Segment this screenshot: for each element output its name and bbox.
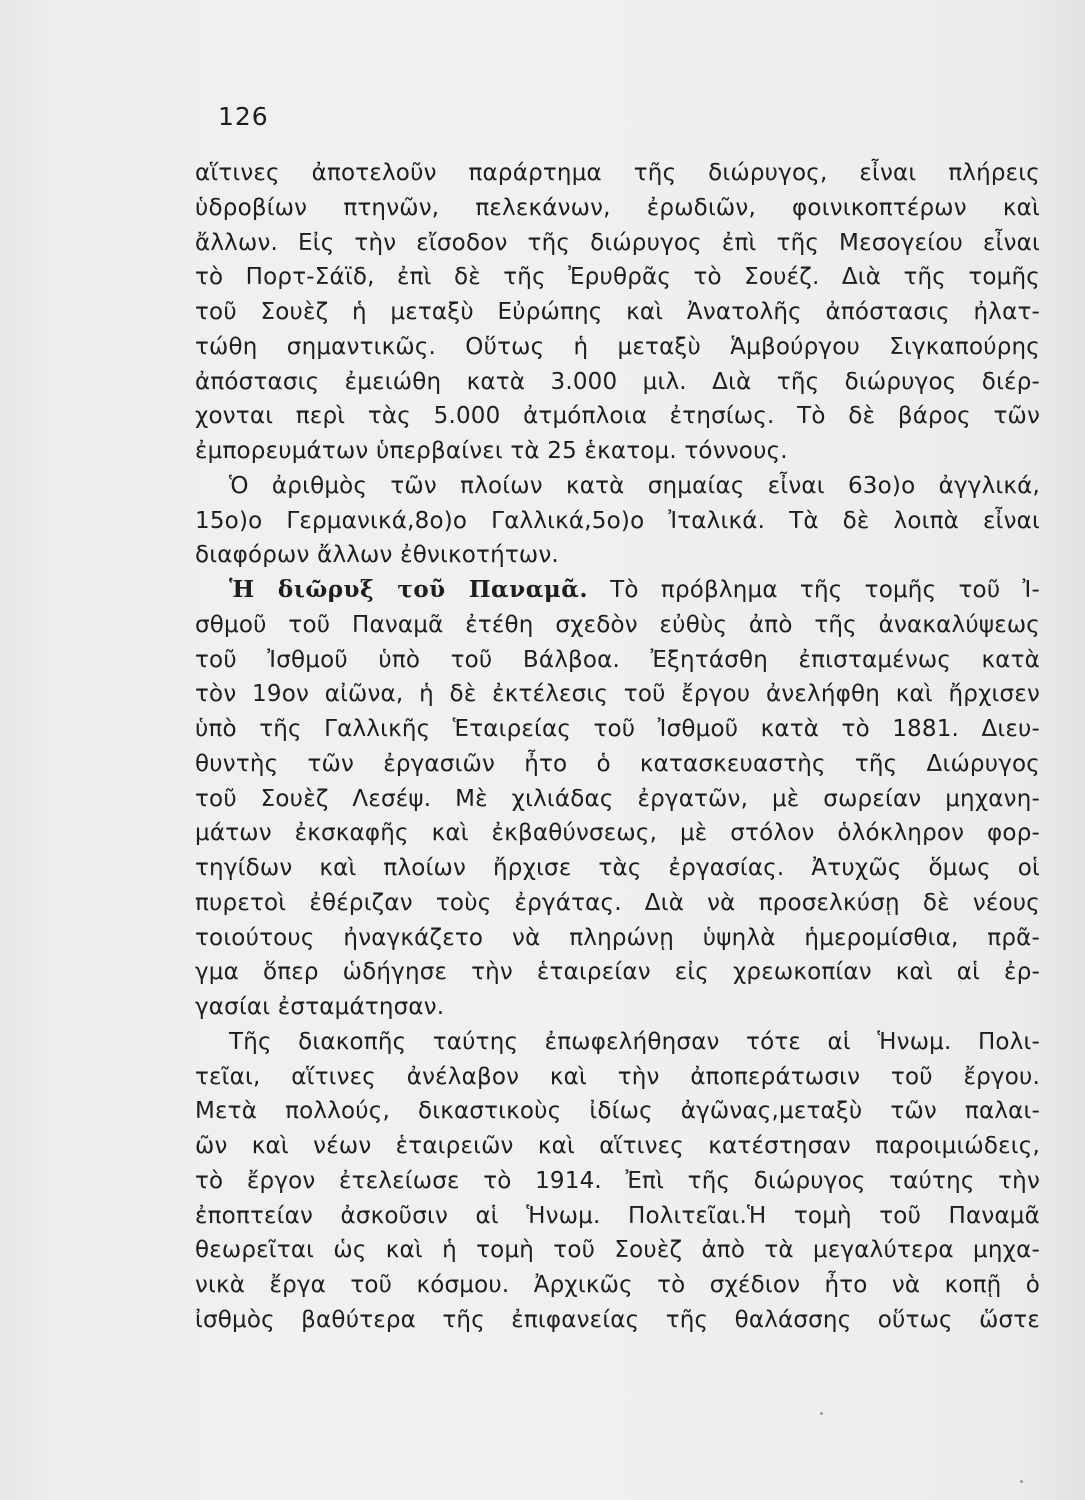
text-line: χονται περὶ τὰς 5.000 ἀτμόπλοια ἐτησίως. Τὸ δὲ βάρος τῶν (195, 403, 1040, 430)
text-line: τὸ ἔργον ἐτελείωσε τὸ 1914. Ἐπὶ τῆς διώρυγος ταύτης τὴν (195, 1167, 1040, 1194)
text-line: ἐποπτείαν ἀσκοῦσιν αἱ Ἡνωμ. Πολιτεῖαι.Ἡ τομὴ τοῦ Παναμᾶ (195, 1202, 1040, 1229)
paper-speck (820, 1412, 823, 1415)
text-line: διαφόρων ἄλλων ἐθνικοτήτων. (195, 542, 559, 569)
text-line: ἄλλων. Εἰς τὴν εἴσοδον τῆς διώρυγος ἐπὶ τῆς Μεσογείου εἶναι (195, 229, 1040, 256)
text-line: Τὸ πρόβλημα τῆς τομῆς τοῦ Ἰ- (610, 577, 1040, 603)
text-line: θυντὴς τῶν ἐργασιῶν ἦτο ὁ κατασκευαστὴς τῆς Διώρυγος (195, 750, 1040, 777)
text-line: τὸν 19ον αἰῶνα, ἡ δὲ ἐκτέλεσις τοῦ ἔργου ἀνελήφθη καὶ ἤρχισεν (195, 681, 1040, 708)
text-line: αἵτινες ἀποτελοῦν παράρτημα τῆς διώρυγος, εἶναι πλήρεις (195, 160, 1040, 186)
text-line: τὸ Πορτ-Σάϊδ, ἐπὶ δὲ τῆς Ἐρυθρᾶς τὸ Σουέζ. Διὰ τῆς τομῆς (195, 264, 1040, 291)
text-line: ἐμπορευμάτων ὑπερβαίνει τὰ 25 ἑκατομ. τόννους. (195, 438, 788, 464)
text-line: νικὰ ἔργα τοῦ κόσμου. Ἀρχικῶς τὸ σχέδιον ἦτο νὰ κοπῇ ὁ (195, 1272, 1040, 1298)
text-line: σθμοῦ τοῦ Παναμᾶ ἐτέθη σχεδὸν εὐθὺς ἀπὸ τῆς ἀνακαλύψεως (195, 611, 1040, 638)
page-number: 126 (218, 102, 269, 131)
text-line: ἀπόστασις ἐμειώθη κατὰ 3.000 μιλ. Διὰ τῆς διώρυγος διέρ- (195, 368, 1040, 395)
text-line: Μετὰ πολλούς, δικαστικοὺς ἰδίως ἀγῶνας,μεταξὺ τῶν παλαι- (195, 1098, 1040, 1125)
text-line: τηγίδων καὶ πλοίων ἤρχισε τὰς ἐργασίας. Ἀτυχῶς ὅμως οἱ (195, 855, 1040, 881)
paper-speck (1020, 1480, 1023, 1483)
text-line: ὑπὸ τῆς Γαλλικῆς Ἑταιρείας τοῦ Ἰσθμοῦ κατὰ τὸ 1881. Διευ- (195, 716, 1040, 742)
text-line: ὑδροβίων πτηνῶν, πελεκάνων, ἐρωδιῶν, φοινικοπτέρων καὶ (195, 194, 1040, 221)
text-line: τοιούτους ἠναγκάζετο νὰ πληρώνῃ ὑψηλὰ ἡμερομίσθια, πρᾶ- (195, 924, 1040, 951)
text-line: τοῦ Σουὲζ ἡ μεταξὺ Εὐρώπης καὶ Ἀνατολῆς ἀπόστασις ἠλατ- (195, 299, 1040, 325)
text-line: Ὁ ἀριθμὸς τῶν πλοίων κατὰ σημαίας εἶναι 63ο)ο ἀγγλικά, (229, 472, 1040, 499)
section-heading: Ἡ διῶρυξ τοῦ Παναμᾶ. (229, 576, 588, 603)
text-line: πυρετοὶ ἐθέριζαν τοὺς ἐργάτας. Διὰ νὰ προσελκύσῃ δὲ νέους (195, 889, 1040, 916)
text-line: τοῦ Σουὲζ Λεσέψ. Μὲ χιλιάδας ἐργατῶν, μὲ σωρείαν μηχανη- (195, 785, 1040, 812)
text-line: 15ο)ο Γερμανικά,8ο)ο Γαλλικά,5ο)ο Ἰταλικά. Τὰ δὲ λοιπὰ εἶναι (195, 507, 1040, 534)
text-line: μάτων ἐκσκαφῆς καὶ ἐκβαθύνσεως, μὲ στόλον ὁλόκληρον φορ- (195, 820, 1040, 847)
text-line: γμα ὅπερ ὡδήγησε τὴν ἑταιρείαν εἰς χρεωκοπίαν καὶ αἱ ἐρ- (195, 959, 1040, 986)
text-line: τεῖαι, αἵτινες ἀνέλαβον καὶ τὴν ἀποπεράτωσιν τοῦ ἔργου. (195, 1063, 1040, 1090)
heading-line (195, 573, 1040, 608)
text-line: Τῆς διακοπῆς ταύτης ἐπωφελήθησαν τότε αἱ Ἡνωμ. Πολι- (229, 1028, 1040, 1055)
text-line: τώθη σημαντικῶς. Οὕτως ἡ μεταξὺ Ἁμβούργου Σιγκαπούρης (195, 333, 1040, 360)
text-line: θεωρεῖται ὡς καὶ ἡ τομὴ τοῦ Σουὲζ ἀπὸ τὰ μεγαλύτερα μηχα- (195, 1237, 1040, 1264)
body-text (195, 156, 1040, 1338)
text-line: ἰσθμὸς βαθύτερα τῆς ἐπιφανείας τῆς θαλάσσης οὕτως ὥστε (195, 1306, 1040, 1333)
text-line: ῶν καὶ νέων ἑταιρειῶν καὶ αἵτινες κατέστησαν παροιμιώδεις, (195, 1133, 1040, 1159)
text-line: γασίαι ἐσταμάτησαν. (195, 994, 445, 1020)
text-line: τοῦ Ἰσθμοῦ ὑπὸ τοῦ Βάλβοα. Ἐξητάσθη ἐπισταμένως κατὰ (195, 646, 1040, 673)
